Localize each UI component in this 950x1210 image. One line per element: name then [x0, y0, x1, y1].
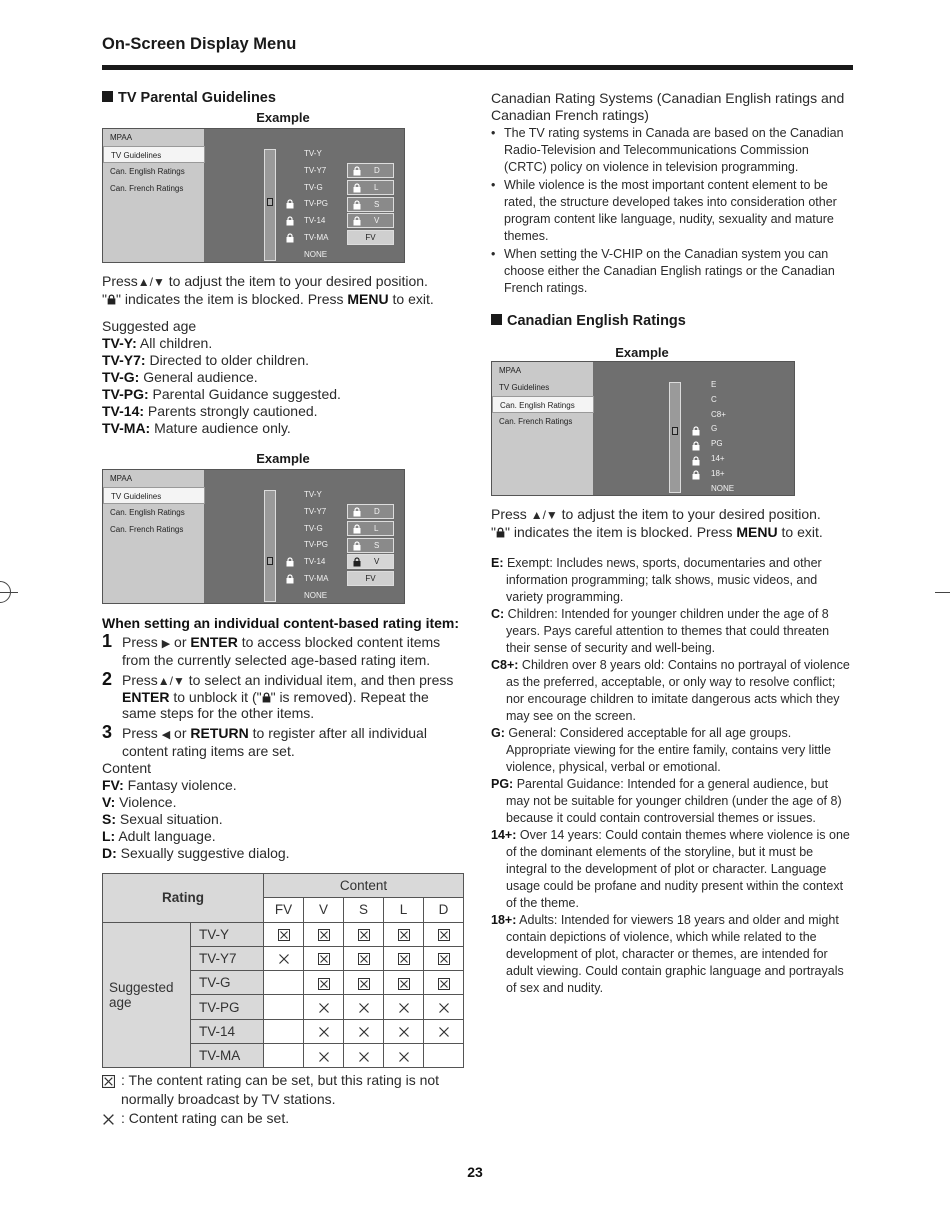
osd-content-item: L [347, 521, 394, 536]
osd-rating: TV-MA [304, 573, 329, 583]
slider-thumb [672, 427, 678, 435]
example-label-2: Example [256, 451, 310, 466]
x-icon [438, 1026, 450, 1038]
osd-rating: TV-Y [304, 490, 322, 499]
lock-icon [353, 557, 361, 567]
osd-rating: C [711, 394, 717, 404]
x-icon [358, 1051, 370, 1063]
osd-content-item: L [347, 180, 394, 195]
osd-rating-list [304, 146, 328, 264]
up-down-arrows-icon: ▲/▼ [157, 674, 185, 688]
up-down-arrows-icon: ▲/▼ [530, 508, 558, 522]
content-header: Content [264, 874, 464, 898]
lock-icon [353, 166, 361, 176]
x-icon [318, 1051, 330, 1063]
osd-example-1 [102, 128, 405, 263]
osd-content-item: D [347, 163, 394, 178]
content-item: S: Sexual situation. [102, 811, 223, 827]
table-cell [304, 1044, 344, 1068]
bullet-item: • While violence is the most important content element to be rated, the structure developed takes into consideration other program content like language, nudity, sexuality and mature themes. [491, 177, 853, 245]
slider-thumb [267, 557, 273, 565]
definition-item: 14+: Over 14 years: Could contain themes where violence is one of the dominant elements of the storyline, but it must be integral to the development of plot or character. Language usage could be profane and nudity present within the context of the theme. [491, 828, 850, 910]
osd-content-item: S [347, 538, 394, 553]
boxed-x-icon [438, 929, 450, 941]
row-label: TV-G [191, 971, 264, 995]
table-cell [344, 946, 384, 970]
definition-item: PG: Parental Guidance: Intended for a general audience, but may not be suitable for younger children (under the age of 8) because it could contain controversial themes or issues. [491, 777, 842, 825]
lock-icon [353, 541, 361, 551]
table-cell [344, 1044, 384, 1068]
definition-item: C8+: Children over 8 years old: Contains no portrayal of violence as the preferred, acceptable, or only way to resolve conflict; nor encourage children to imitate dangerous acts which they may see on the screen. [491, 658, 850, 723]
bullet-item: • When setting the V-CHIP on the Canadian system you can choose either the Canadian English ratings or the Canadian French ratings. [491, 246, 853, 297]
osd-rating: NONE [711, 483, 735, 493]
row-label: TV-MA [191, 1044, 264, 1068]
boxed-x-icon [398, 978, 410, 990]
osd-menu-item: MPAA [110, 133, 133, 142]
canadian-intro-title: Canadian Rating Systems (Canadian English ratings and Canadian French ratings) [491, 90, 845, 123]
osd-content-item-selected: V [347, 554, 394, 569]
suggested-age-label: Suggested age [102, 318, 197, 334]
rating-content-table [102, 873, 464, 1068]
osd-menu-item: Can. English Ratings [110, 508, 185, 517]
up-down-arrows-icon: ▲/▼ [137, 275, 165, 289]
table-cell [424, 946, 464, 970]
table-cell [424, 971, 464, 995]
content-label: Content [102, 760, 152, 776]
table-cell [344, 995, 384, 1019]
row-label: TV-14 [191, 1019, 264, 1043]
lock-icon [262, 692, 271, 703]
left-arrow-icon: ◀ [161, 729, 171, 741]
lock-icon [107, 294, 116, 305]
osd-rating: TV-PG [304, 540, 329, 550]
boxed-x-icon [318, 953, 330, 965]
osd-content-item: FV [347, 571, 394, 586]
table-cell [304, 995, 344, 1019]
column-header: V [304, 898, 344, 922]
definition-item: C: Children: Intended for younger children under the age of 8 years. Pays careful attention to themes that could threaten their sense of security and well-being. [491, 607, 830, 655]
row-label: TV-Y [191, 922, 264, 946]
content-item: V: Violence. [102, 794, 177, 810]
lock-icon [286, 199, 294, 209]
table-cell [304, 1019, 344, 1043]
lock-icon [353, 200, 361, 210]
table-header-row [103, 874, 464, 898]
step-2: 2 Press▲/▼ to select an individual item, and then press ENTER to unblock it (" " is removed). Repeat the same steps for the other items. [102, 669, 454, 721]
osd-rating: G [711, 424, 718, 434]
table-cell [304, 922, 344, 946]
lock-icon [496, 527, 505, 538]
boxed-x-icon [278, 929, 290, 941]
table-cell [344, 1019, 384, 1043]
osd-rating: TV-G [304, 523, 323, 533]
table-cell [304, 971, 344, 995]
osd-rating: TV-Y7 [304, 165, 327, 175]
osd-slider [264, 490, 276, 602]
x-icon [398, 1002, 410, 1014]
square-bullet-icon [102, 91, 113, 102]
right-column [491, 90, 853, 997]
boxed-x-icon [358, 978, 370, 990]
osd-menu [492, 362, 593, 495]
osd-menu-item: Can. French Ratings [499, 417, 573, 426]
osd-rating: C8+ [711, 409, 726, 419]
osd-content-list [347, 163, 394, 247]
instruction-text-1: Press▲/▼ to adjust the item to your desired position. " " indicates the item is blocked. Press MENU to exit. [102, 273, 434, 307]
osd-slider [669, 382, 681, 493]
x-icon [318, 1002, 330, 1014]
bullet-item: • The TV rating systems in Canada are based on the Canadian Radio-Television and Telecommunications Commission (CRTC) policy on violence in television programming. [491, 125, 853, 176]
group-label: Suggested age [103, 922, 191, 1068]
table-cell [384, 1044, 424, 1068]
osd-rating: TV-G [304, 182, 323, 192]
osd-slider [264, 149, 276, 261]
osd-rating: TV-PG [304, 199, 329, 209]
lock-icon [692, 470, 700, 480]
osd-rating-list [711, 378, 734, 496]
osd-rating: 14+ [711, 453, 725, 463]
boxed-x-icon [438, 953, 450, 965]
content-item: L: Adult language. [102, 828, 216, 844]
osd-menu-item: MPAA [499, 366, 522, 375]
x-icon [398, 1026, 410, 1038]
step-1: 1 Press ▶ or ENTER to access blocked content items from the currently selected age-based rating item. [102, 631, 441, 668]
boxed-x-icon [318, 978, 330, 990]
section-title-tv-parental: TV Parental Guidelines [102, 90, 464, 106]
definition-item: E: Exempt: Includes news, sports, documentaries and other information programming; talk shows, music videos, and variety programming. [491, 556, 822, 604]
table-cell [384, 922, 424, 946]
osd-menu-item: Can. English Ratings [110, 167, 185, 176]
boxed-x-icon [358, 953, 370, 965]
instruction-text-canadian: Press ▲/▼ to adjust the item to your desired position. " " indicates the item is blocked. Press MENU to exit. [491, 506, 823, 540]
x-icon [438, 1002, 450, 1014]
lock-icon [353, 507, 361, 517]
osd-rating: TV-14 [304, 216, 326, 226]
definition-item: 18+: Adults: Intended for viewers 18 years and older and might contain depictions of violence, which while related to the development of plot, character or themes, are intended for adult viewing. Could contain graphic language and portrayals of sex and nudity. [491, 913, 844, 995]
registration-circle-left [0, 581, 11, 603]
age-item: TV-G: General audience. [102, 369, 258, 385]
header-rule [102, 65, 853, 70]
table-cell [264, 971, 304, 995]
table-cell [344, 971, 384, 995]
osd-menu-item: Can. French Ratings [110, 525, 184, 534]
osd-rating: TV-14 [304, 557, 326, 567]
osd-menu [103, 470, 204, 603]
table-row [103, 922, 464, 946]
lock-icon [286, 557, 294, 567]
age-item: TV-MA: Mature audience only. [102, 420, 291, 436]
row-label: TV-Y7 [191, 946, 264, 970]
osd-content-list [347, 504, 394, 588]
osd-menu [103, 129, 204, 262]
osd-rating: 18+ [711, 468, 725, 478]
osd-menu-item-selected: Can. English Ratings [492, 396, 594, 413]
table-body [103, 922, 464, 1068]
osd-menu-item-selected: TV Guidelines [103, 146, 205, 163]
table-cell [424, 1019, 464, 1043]
content-item: D: Sexually suggestive dialog. [102, 845, 290, 861]
definitions-list [491, 555, 853, 997]
boxed-x-icon [398, 953, 410, 965]
boxed-x-icon [358, 929, 370, 941]
table-cell [384, 995, 424, 1019]
osd-rating: TV-MA [304, 232, 329, 242]
definition-item: G: General: Considered acceptable for all age groups. Appropriate viewing for the entire family, contains very little violence, physical, verbal or emotional. [491, 726, 831, 774]
example-label: Example [256, 110, 310, 125]
boxed-x-icon [102, 1075, 115, 1088]
osd-rating-list [304, 487, 328, 605]
right-arrow-icon: ▶ [161, 638, 171, 650]
table-cell [424, 922, 464, 946]
page-number: 23 [467, 1164, 483, 1180]
age-item: TV-Y7: Directed to older children. [102, 352, 309, 368]
lock-icon [353, 216, 361, 226]
boxed-x-icon [438, 978, 450, 990]
lock-icon [353, 524, 361, 534]
table-cell [424, 995, 464, 1019]
table-cell [264, 922, 304, 946]
table-cell [384, 971, 424, 995]
table-cell [264, 1044, 304, 1068]
osd-rating: TV-Y [304, 149, 322, 158]
step-3: 3 Press ◀ or RETURN to register after all individual content rating items are set. [102, 722, 427, 759]
x-icon [358, 1002, 370, 1014]
x-icon [358, 1026, 370, 1038]
boxed-x-icon [318, 929, 330, 941]
example-label: Example [615, 345, 669, 360]
setting-title: When setting an individual content-based rating item: [102, 615, 460, 631]
table-cell [344, 922, 384, 946]
legend-x: : Content rating can be set. [102, 1109, 464, 1128]
osd-content-item: D [347, 504, 394, 519]
section-title-canadian-english: Canadian English Ratings [491, 313, 853, 329]
osd-content-item: V [347, 213, 394, 228]
osd-example-canadian [491, 361, 795, 496]
lock-icon [692, 441, 700, 451]
age-item: TV-14: Parents strongly cautioned. [102, 403, 318, 419]
rating-header: Rating [103, 874, 264, 923]
age-item: TV-PG: Parental Guidance suggested. [102, 386, 341, 402]
boxed-x-icon [398, 929, 410, 941]
lock-icon [692, 456, 700, 466]
lock-icon [286, 574, 294, 584]
osd-content-item: FV [347, 230, 394, 245]
osd-rating: TV-Y7 [304, 506, 327, 516]
x-icon [318, 1026, 330, 1038]
osd-menu-item: TV Guidelines [499, 383, 550, 392]
table-cell [264, 1019, 304, 1043]
x-icon [102, 1113, 115, 1126]
column-header: D [424, 898, 464, 922]
table-cell [264, 995, 304, 1019]
lock-icon [286, 233, 294, 243]
column-header: FV [264, 898, 304, 922]
osd-menu-item: Can. French Ratings [110, 184, 184, 193]
content-item: FV: Fantasy violence. [102, 777, 237, 793]
page-header-title: On-Screen Display Menu [102, 35, 297, 53]
table-cell [304, 946, 344, 970]
lock-icon [286, 216, 294, 226]
square-bullet-icon [491, 314, 502, 325]
osd-rating: E [711, 380, 717, 389]
osd-rating: NONE [304, 249, 328, 259]
registration-mark-right [935, 592, 950, 593]
legend-boxed: : The content rating can be set, but this rating is not normally broadcast by TV stations. [102, 1071, 464, 1109]
lock-icon [353, 183, 361, 193]
osd-rating: PG [711, 439, 723, 449]
osd-menu-item-selected: TV Guidelines [103, 487, 205, 504]
table-cell [424, 1044, 464, 1068]
x-icon [278, 953, 290, 965]
column-header: L [384, 898, 424, 922]
table-cell [264, 946, 304, 970]
osd-rating: NONE [304, 590, 328, 600]
left-column [102, 90, 464, 1128]
osd-menu-item: MPAA [110, 474, 133, 483]
x-icon [398, 1051, 410, 1063]
row-label: TV-PG [191, 995, 264, 1019]
column-header: S [344, 898, 384, 922]
table-cell [384, 946, 424, 970]
osd-example-2 [102, 469, 405, 604]
table-cell [384, 1019, 424, 1043]
osd-content-item: S [347, 197, 394, 212]
age-item: TV-Y: All children. [102, 335, 213, 351]
lock-icon [692, 426, 700, 436]
slider-thumb [267, 198, 273, 206]
